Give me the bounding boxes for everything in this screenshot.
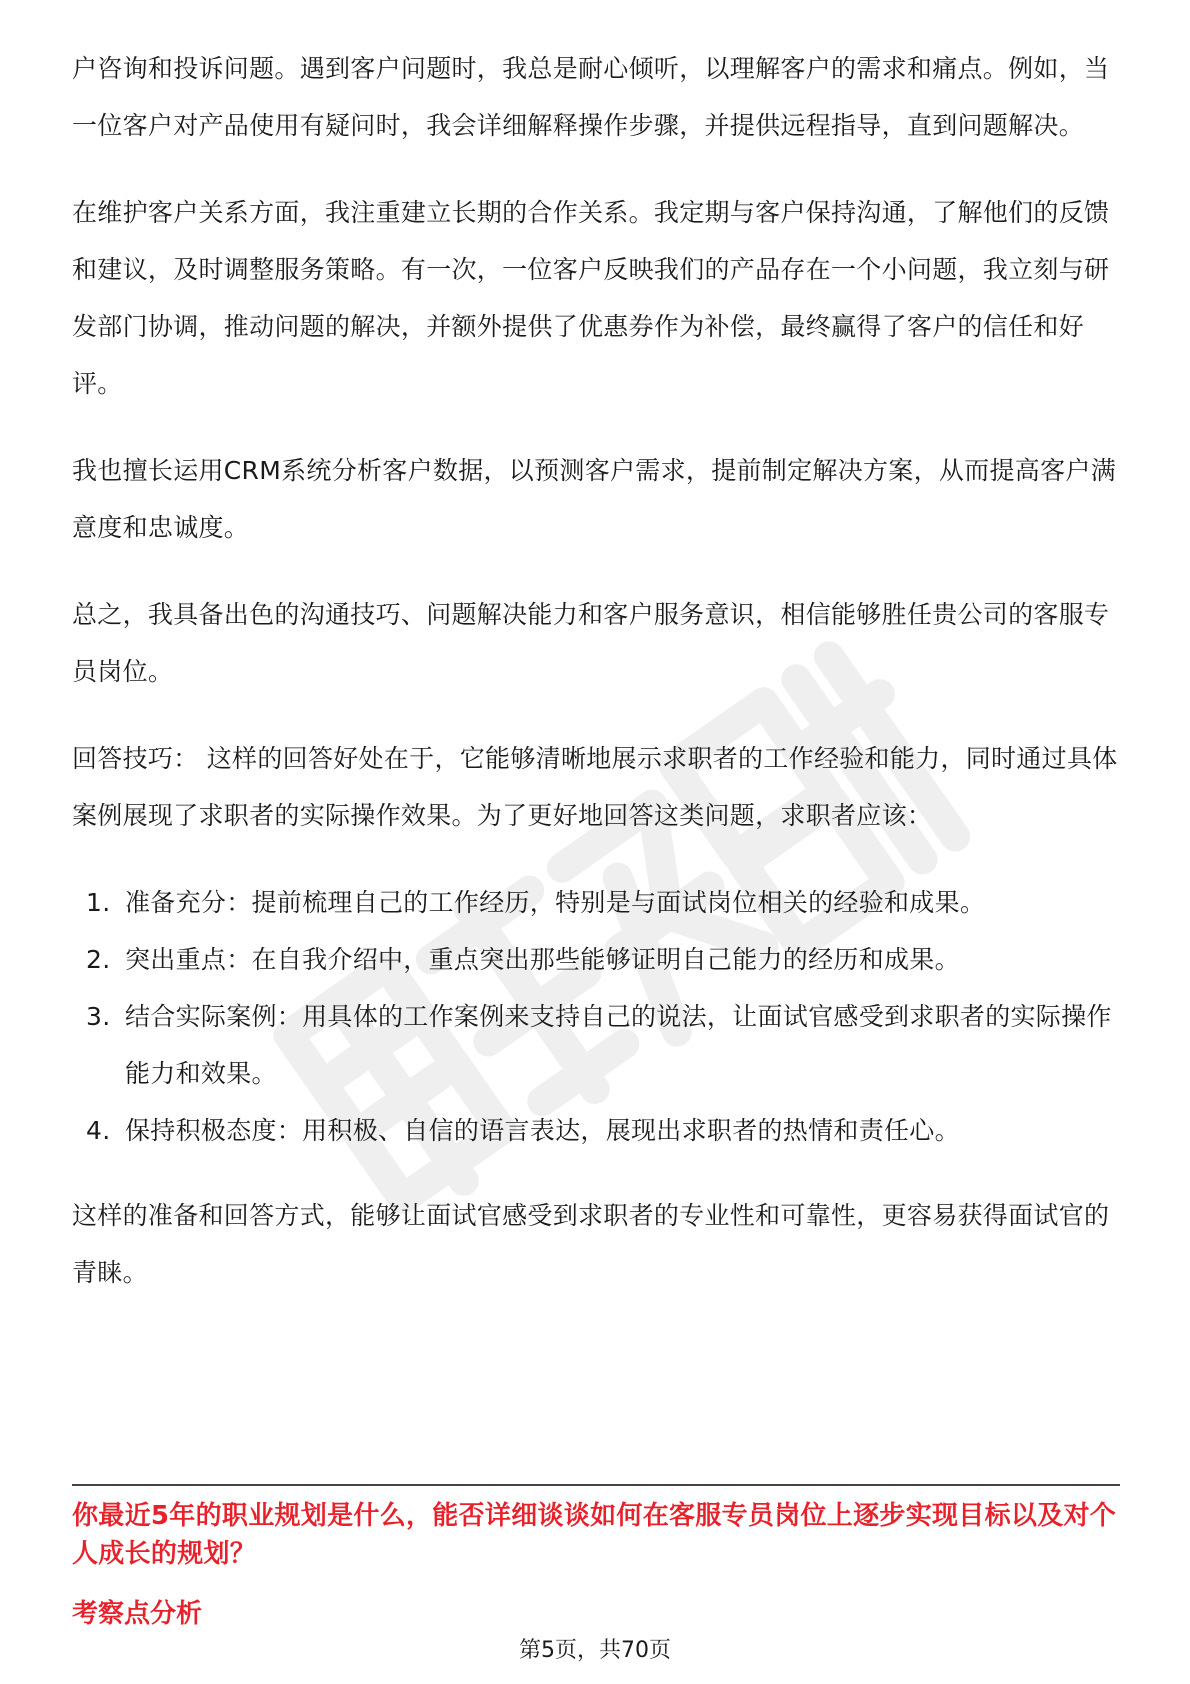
list-number: 3. xyxy=(86,1002,111,1031)
section-heading: 考察点分析 xyxy=(72,1599,203,1629)
paragraph: 我也擅长运用CRM系统分析客户数据，以预测客户需求，提前制定解决方案，从而提高客户满意度和忠诚度。 xyxy=(72,456,1116,542)
paragraph: 在维护客户关系方面，我注重建立长期的合作关系。我定期与客户保持沟通，了解他们的反馈和建议，及时调整服务策略。有一次，一位客户反映我们的产品存在一个小问题，我立刻与研发部门协调，推动问题的解决，并额外提供了优惠券作为补偿，最终赢得了客户的信任和好评。 xyxy=(72,198,1110,398)
list-item xyxy=(72,874,1120,931)
interview-question: 你最近5年的职业规划是什么，能否详细谈谈如何在客服专员岗位上逐步实现目标以及对个人成长的规划？ xyxy=(72,1501,1117,1569)
list-number: 2. xyxy=(86,945,111,974)
paragraph: 总之，我具备出色的沟通技巧、问题解决能力和客户服务意识，相信能够胜任贵公司的客服专员岗位。 xyxy=(72,600,1110,686)
document-body xyxy=(72,40,1120,1331)
list-item-text: 结合实际案例：用具体的工作案例来支持自己的说法，让面试官感受到求职者的实际操作能力和效果。 xyxy=(125,1002,1112,1088)
list-item xyxy=(72,1102,1120,1159)
list-item xyxy=(72,931,1120,988)
tips-list xyxy=(72,874,1120,1159)
paragraph: 户咨询和投诉问题。遇到客户问题时，我总是耐心倾听，以理解客户的需求和痛点。例如，当一位客户对产品使用有疑问时，我会详细解释操作步骤，并提供远程指导，直到问题解决。 xyxy=(72,54,1110,140)
answer-tips-intro: 回答技巧： 这样的回答好处在于，它能够清晰地展示求职者的工作经验和能力，同时通过具体案例展现了求职者的实际操作效果。为了更好地回答这类问题，求职者应该： xyxy=(72,744,1118,830)
list-item xyxy=(72,988,1120,1102)
list-number: 1. xyxy=(86,888,111,917)
section-divider xyxy=(72,1484,1120,1486)
list-item-text: 保持积极态度：用积极、自信的语言表达，展现出求职者的热情和责任心。 xyxy=(125,1116,960,1145)
list-item-text: 准备充分：提前梳理自己的工作经历，特别是与面试岗位相关的经验和成果。 xyxy=(125,888,986,917)
list-item-text: 突出重点：在自我介绍中，重点突出那些能够证明自己能力的经历和成果。 xyxy=(125,945,960,974)
page-number: 第5页，共70页 xyxy=(519,1638,671,1663)
closing-paragraph: 这样的准备和回答方式，能够让面试官感受到求职者的专业性和可靠性，更容易获得面试官的青睐。 xyxy=(72,1201,1110,1287)
list-number: 4. xyxy=(86,1116,111,1145)
